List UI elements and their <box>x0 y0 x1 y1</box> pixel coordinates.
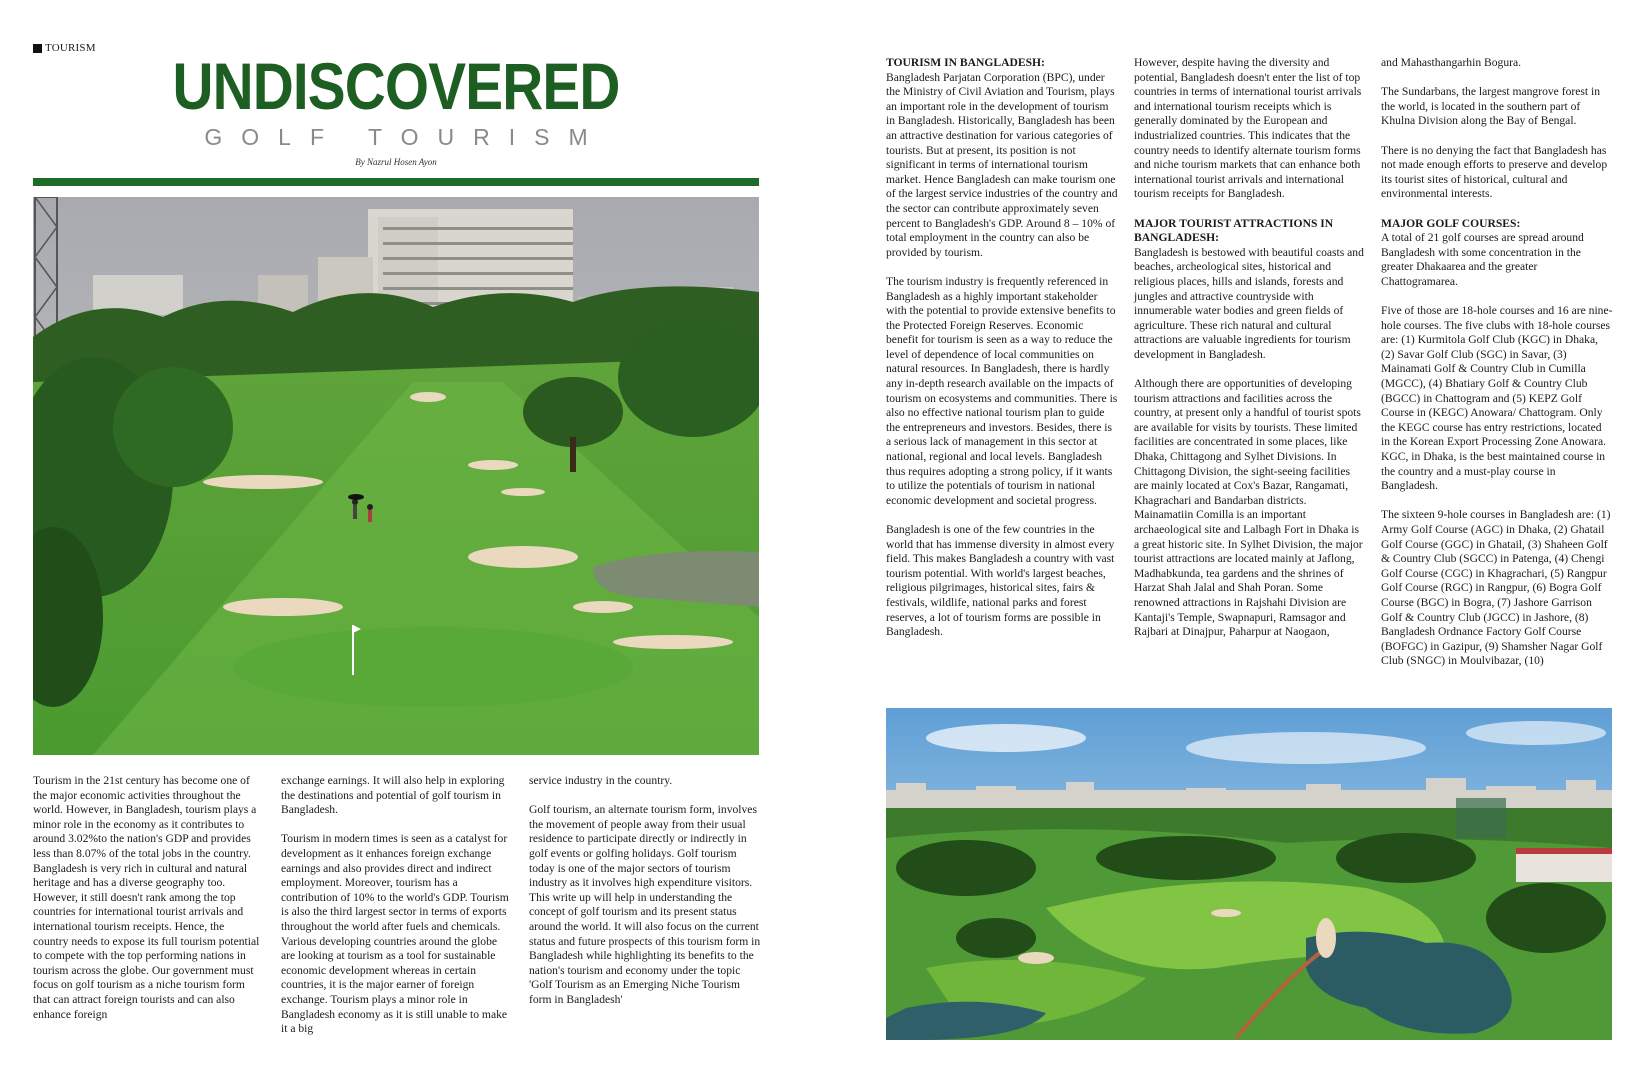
right-column-2 <box>1134 56 1366 654</box>
right-column-1 <box>886 56 1118 654</box>
body-paragraph: Golf tourism, an alternate tourism form, involves the movement of people away from their usual residence to participate directly or indirectly in golf events or golfing holidays. Golf tourism today is one of the major sectors of tourism industry as it involves high expenditure visitors. This write up will help in understanding the concept of golf tourism and its present status around the world. It will also focus on the current status and future prospects of this tourism form in Bangladesh while highlighting its benefits to the nation's tourism and economy under the topic 'Golf Tourism as an Emerging Niche Tourism form in Bangladesh' <box>529 803 761 1006</box>
body-paragraph: and Mahasthangarhin Bogura. <box>1381 56 1522 69</box>
right-column-3 <box>1381 56 1613 684</box>
section-square-icon <box>33 44 42 53</box>
body-paragraph: A total of 21 golf courses are spread around Bangladesh with some concentration in the greater Dhakaarea and the greater Chattogramarea. <box>1381 231 1584 288</box>
body-paragraph: Bangladesh is bestowed with beautiful coasts and beaches, archeological sites, historical and religious places, hills and islands, forests and jungles and attractive countryside with innumerable water bodies and green fields of agriculture. These rich natural and cultural attractions are valuable ingredients for tourism development in Bangladesh. <box>1134 245 1364 361</box>
section-heading: MAJOR TOURIST ATTRACTIONS IN BANGLADESH: <box>1134 216 1334 245</box>
golf-fairway-photo <box>33 197 759 755</box>
left-column-1 <box>33 774 261 1037</box>
body-paragraph: Tourism in the 21st century has become one of the major economic activities throughout the world. However, in Bangladesh, tourism plays a minor role in the economy as it contributes to around 3.02%to the nation's GDP and provides less than 8.07% of the total jobs in the country. Bangladesh is very rich in cultural and natural heritage and has a diverse geography too. However, it still doesn't rank among the top countries for international tourist arrivals and international tourism receipts. Hence, the country needs to expose its full tourism potential to compete with the top performing nations in tourism across the globe. Our government must focus on golf tourism as a niche tourism form that can attract foreign tourists and can also enhance foreign <box>33 774 260 1021</box>
byline: By Nazrul Hosen Ayon <box>355 157 437 167</box>
body-paragraph: The sixteen 9-hole courses in Bangladesh are: (1) Army Golf Course (AGC) in Dhaka, (2) Ghatail Golf Course (GGC) in Ghatail, (3) Shaheen Golf & Country Club (SGCC) in Patenga, (4) Chengi Golf Course (CGC) in Khagrachari, (5) Rangpur Golf Course (RGC) in Rangpur, (6) Bogra Golf Course (BGC) in Bogra, (7) Jashore Garrison Golf & Country Club (JGCC) in Jashore, (8) Bangladesh Ordnance Factory Golf Course (BOFGC) in Gazipur, (9) Shamsher Nagar Golf Club (SNGC) in Moulvibazar, (10) <box>1381 508 1611 668</box>
body-paragraph: service industry in the country. <box>529 774 673 787</box>
left-column-3 <box>529 774 761 1022</box>
section-tag-label: TOURISM <box>45 42 96 54</box>
body-paragraph: There is no denying the fact that Bangladesh has not made enough efforts to preserve and develop its tourist sites of historical, cultural and environmental interests. <box>1381 143 1608 201</box>
headline: UNDISCOVERED <box>172 49 620 123</box>
body-paragraph: Bangladesh Parjatan Corporation (BPC), under the Ministry of Civil Aviation and Tourism, plays an important role in the development of tourism in Bangladesh. Historically, Bangladesh has been an attractive destination for various categories of tourists. But at present, its position is not significant in terms of international tourism market. Hence Bangladesh can make tourism one of the largest service industries of the country and the sector can contribute approximately seven percent to Bangladesh's GDP. Around 8 – 10% of total employment in the country can also be provided by tourism. <box>886 70 1118 259</box>
body-paragraph: Bangladesh is one of the few countries in the world that has immense diversity in almost every field. This makes Bangladesh a country with vast tourism potential. With world's largest beaches, religious pilgrimages, historical sites, fairs & festivals, wildlife, national parks and forest reserves, a lot of tourism forms are possible in Bangladesh. <box>886 523 1115 639</box>
left-column-2 <box>281 774 509 1051</box>
body-paragraph: Although there are opportunities of developing tourism attractions and facilities across the country, at present only a handful of tourist spots are available for visits by tourists. These limited facilities are concentrated in some places, like Dhaka, Chittagong and Sylhet Divisions. In Chittagong Division, the sight-seeing facilities are mainly located at Cox's Bazar, Rangamati, Khagrachari and Bandarban districts. Mainamatiin Comilla is an important archaeological site and Lalbagh Fort in Dhaka is a great historic site. In Sylhet Division, the major tourist attractions are located mainly at Jaflong, Madhabkunda, tea gardens and the shrines of Harzat Shah Jalal and Shah Poran. Some renowned attractions in Rajshahi Division are Kantaji's Temple, Swapnapuri, Ramsagor and Rajbari at Dinajpur, Paharpur at Naogaon, <box>1134 377 1363 639</box>
body-paragraph: However, despite having the diversity and potential, Bangladesh doesn't enter the list of top countries in terms of international tourist arrivals and international tourism receipts which is generally dominated by the European and industrialized countries. This indicates that the country needs to identify alternate tourism forms and niche tourism markets that can enhance both international tourist arrivals and international tourism receipts for Bangladesh. <box>1134 56 1362 201</box>
body-paragraph: Five of those are 18-hole courses and 16 are nine-hole courses. The five clubs with 18-hole courses are: (1) Kurmitola Golf Club (KGC) in Dhaka, (2) Savar Golf Club (SGC) in Savar, (3) Mainamati Golf & Country Club in Cumilla (MGCC), (4) Bhatiary Golf & Country Club (BGCC) in Chattogram and (5) KEPZ Golf Course in (KEGC) Anowara/ Chattogram. Only the KEGC course has entry restrictions, located in the Korean Export Processing Zone Anowara. KGC, in Dhaka, is the best maintained course in the country and a must-play course in Bangladesh. <box>1381 304 1613 493</box>
body-paragraph: exchange earnings. It will also help in exploring the destinations and potential of golf tourism in Bangladesh. <box>281 774 505 817</box>
body-paragraph: Tourism in modern times is seen as a catalyst for development as it enhances foreign exchange earnings and also provides direct and indirect employment. Moreover, tourism has a contribution of 10% to the world's GDP. Tourism is also the third largest sector in terms of exports throughout the world after fuels and chemicals. Various developing countries around the globe are looking at tourism as a tool for sustainable economic development whereas in certain countries, it is the major earner of foreign exchange. Tourism plays a minor role in Bangladesh economy as it is still unable to make it a big <box>281 832 509 1036</box>
section-heading: MAJOR GOLF COURSES: <box>1381 216 1521 230</box>
section-heading: TOURISM IN BANGLADESH: <box>886 56 1045 69</box>
subheadline: GOLF TOURISM <box>204 124 607 150</box>
aerial-golf-course-photo <box>886 708 1612 1040</box>
body-paragraph: The tourism industry is frequently referenced in Bangladesh as a highly important stakeholder with the potential to provide extensive benefits to the Protected Foreign Reserves. Economic benefit for tourism is seen as a way to reduce the level of dependence of local communities on natural resources. In Bangladesh, there is hardly any in-depth research available on the impacts of tourism on ecosystems and communities. There is also no effective national tourism plan to guide the entrepreneurs and investors. Besides, there is a serious lack of management in this sector at national, regional and local levels. Bangladesh thus requires adopting a strong policy, if it wants to utilize the potentials of tourism in national economic development and societal progress. <box>886 274 1118 507</box>
green-divider-rule <box>33 178 759 186</box>
body-paragraph: The Sundarbans, the largest mangrove forest in the world, is located in the southern part of Khulna Division along the Bay of Bengal. <box>1381 85 1601 128</box>
